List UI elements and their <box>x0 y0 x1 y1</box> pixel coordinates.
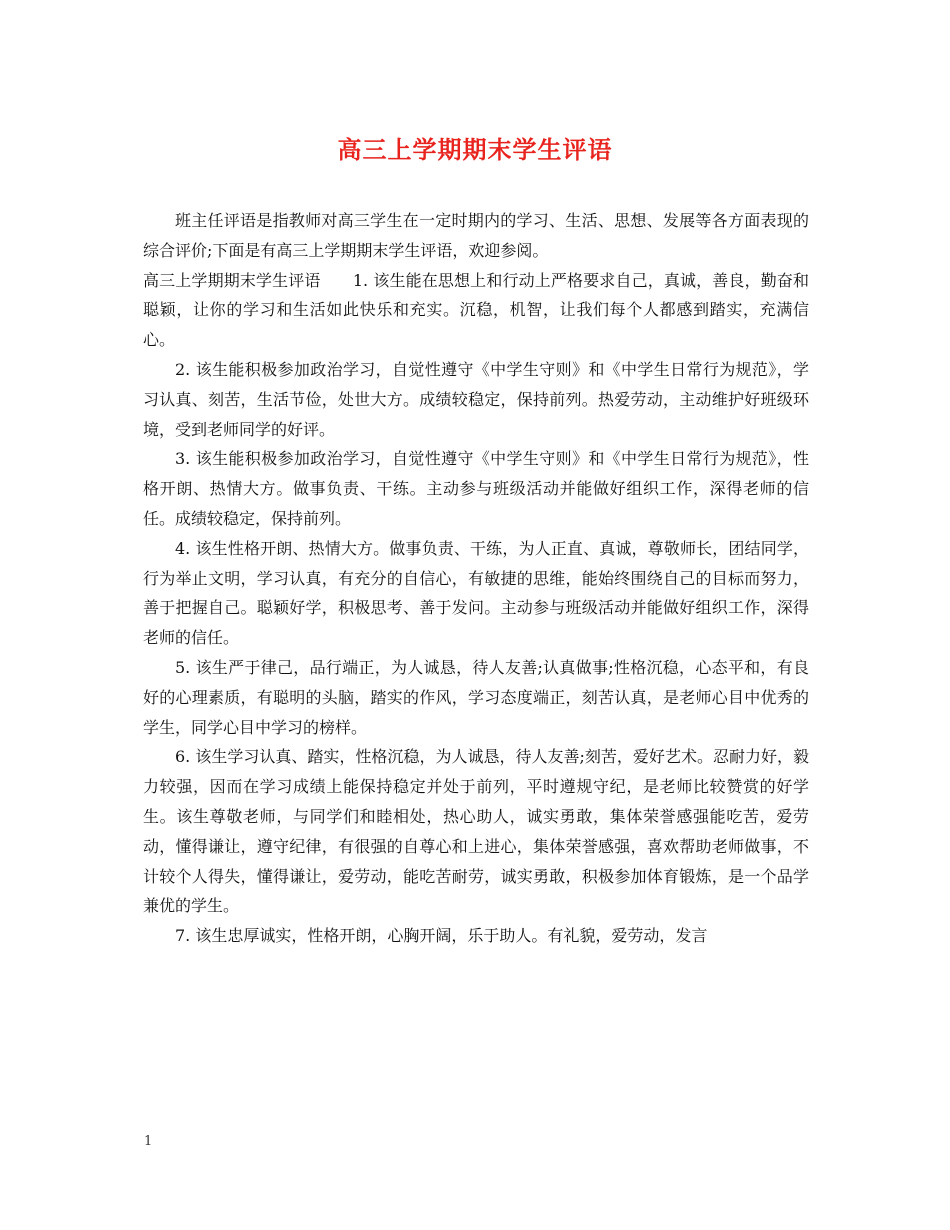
comment-paragraph-3: 3. 该生能积极参加政治学习，自觉性遵守《中学生守则》和《中学生日常行为规范》，性格开朗、热情大方。做事负责、干练。主动参与班级活动并能做好组织工作，深得老师的信任。成绩较稳定，保持前列。 <box>143 449 809 528</box>
comment-paragraph-1: 高三上学期期末学生评语 1. 该生能在思想上和行动上严格要求自己，真诚，善良，勤奋和聪颖，让你的学习和生活如此快乐和充实。沉稳，机智，让我们每个人都感到踏实，充满信心。 <box>143 270 809 350</box>
comment-paragraph-2: 2. 该生能积极参加政治学习，自觉性遵守《中学生守则》和《中学生日常行为规范》，学习认真、刻苦，生活节俭，处世大方。成绩较稳定，保持前列。热爱劳动，主动维护好班级环境，受到老师同学的好评。 <box>143 359 809 439</box>
intro-paragraph: 班主任评语是指教师对高三学生在一定时期内的学习、生活、思想、发展等各方面表现的综合评价;下面是有高三上学期期末学生评语，欢迎参阅。 <box>143 211 809 260</box>
page-number: 1 <box>144 1134 153 1149</box>
comment-paragraph-5: 5. 该生严于律己，品行端正，为人诚恳，待人友善;认真做事;性格沉稳，心态平和，有良好的心理素质，有聪明的头脑，踏实的作风，学习态度端正，刻苦认真，是老师心目中优秀的学生，同学心目中学习的榜样。 <box>143 657 809 737</box>
document-body <box>143 206 809 951</box>
comment-paragraph-4: 4. 该生性格开朗、热情大方。做事负责、干练，为人正直、真诚，尊敬师长，团结同学，行为举止文明，学习认真，有充分的自信心，有敏捷的思维，能始终围绕自己的目标而努力，善于把握自己。聪颖好学，积极思考、善于发问。主动参与班级活动并能做好组织工作，深得老师的信任。 <box>143 538 809 648</box>
comment-paragraph-6: 6. 该生学习认真、踏实，性格沉稳，为人诚恳，待人友善;刻苦，爱好艺术。忍耐力好，毅力较强，因而在学习成绩上能保持稳定并处于前列，平时遵规守纪，是老师比较赞赏的好学生。该生尊敬老师，与同学们和睦相处，热心助人，诚实勇敢，集体荣誉感强能吃苦，爱劳动，懂得谦让，遵守纪律，有很强的自尊心和上进心，集体荣誉感强，喜欢帮助老师做事，不计较个人得失，懂得谦让，爱劳动，能吃苦耐劳，诚实勇敢，积极参加体育锻炼，是一个品学兼优的学生。 <box>143 747 809 916</box>
comment-paragraph-7: 7. 该生忠厚诚实，性格开朗，心胸开阔，乐于助人。有礼貌，爱劳动，发言 <box>175 926 708 946</box>
document-title: 高三上学期期末学生评语 <box>337 135 613 164</box>
